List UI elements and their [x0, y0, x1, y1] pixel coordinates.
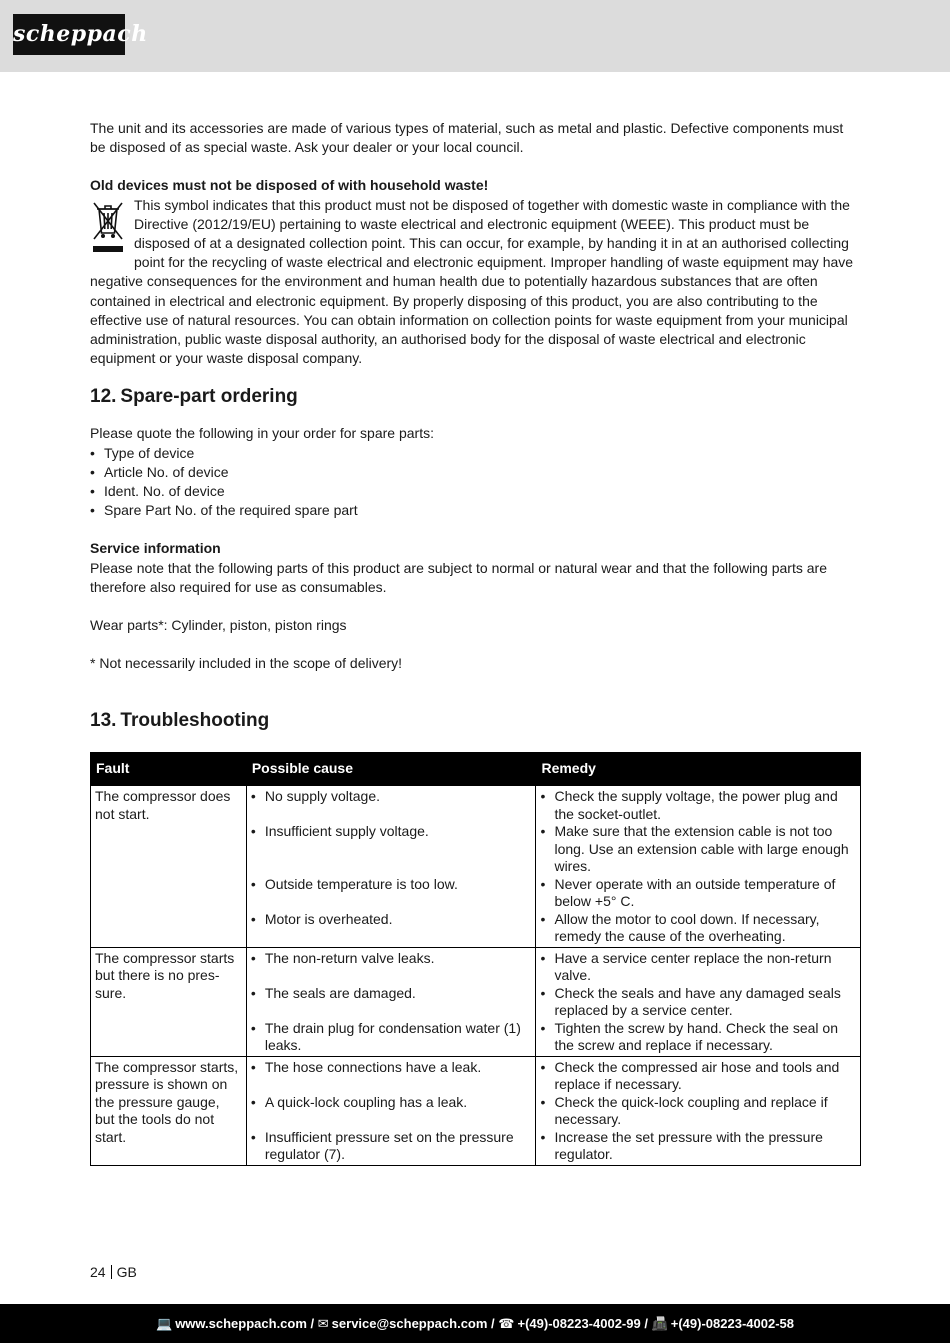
service-info-title: Service information — [90, 540, 221, 557]
spare-parts-list — [90, 444, 860, 521]
list-item: • Type of device — [90, 444, 860, 463]
remedy-item: • Check the quick-lock coupling and replace if necessary. — [540, 1094, 856, 1129]
disposal-warning-title: Old devices must not be disposed of with household waste! — [90, 177, 489, 194]
disposal-intro: The unit and its accessories are made of various types of material, such as metal and plastic. Defective components must be disposed of as special waste. Ask your dealer or your local council. — [90, 120, 844, 156]
remedy-item: • Have a service center replace the non-return valve. — [540, 950, 856, 985]
footer-email-link[interactable]: service@scheppach.com / — [331, 1316, 495, 1331]
footer-fax: +(49)-08223-4002-58 — [670, 1316, 794, 1331]
column-header-remedy: Remedy — [536, 753, 861, 786]
remedy-item: • Make sure that the extension cable is not too long. Use an extension cable with large enough wires. — [540, 823, 856, 876]
table-row — [91, 1056, 861, 1165]
list-item: • Ident. No. of device — [90, 482, 860, 501]
spare-parts-intro: Please quote the following in your order for spare parts: — [90, 425, 434, 442]
computer-icon: 💻 — [156, 1316, 173, 1331]
remedy-item: • Allow the motor to cool down. If necessary, remedy the cause of the overheating. — [540, 911, 856, 946]
page-number: 24 GB — [90, 1264, 137, 1280]
weee-text: This symbol indicates that this product must not be disposed of together with domestic waste in compliance with the Directive (2012/19/EU) pertaining to waste electrical and electronic equipment (WEEE). This product must be disposed of at a designated collection point. This can occur, for example, by handing it in at an authorised collecting point for the recycling of waste electrical and electronic equipment. Improper handling of waste equipment may have negative consequences for the environment and human health due to potentially hazardous substances that are often contained in electrical and electronic equipment. By properly disposing of this product, you are also contributing to the effective use of natural resources. You can obtain information on collection points for waste equipment from your municipal administration, public waste disposal authority, an authorised body for the disposal of waste electrical and electronic equipment or your waste disposal company. — [90, 196, 854, 367]
remedy-cell — [536, 786, 861, 948]
fault-cell: The compressor starts but there is no pres-sure. — [91, 947, 247, 1056]
phone-icon: ☎ — [498, 1316, 515, 1331]
cause-item: • The hose connections have a leak. — [251, 1059, 532, 1094]
weee-block — [90, 196, 860, 369]
cause-item: • Motor is overheated. — [251, 911, 532, 929]
remedy-item: • Check the compressed air hose and tools and replace if necessary. — [540, 1059, 856, 1094]
troubleshooting-table — [90, 752, 861, 1166]
remedy-item: • Never operate with an outside temperature of below +5° C. — [540, 876, 856, 911]
cause-item: • No supply voltage. — [251, 788, 532, 823]
fault-cell: The compressor does not start. — [91, 786, 247, 948]
cause-item: • Insufficient pressure set on the pressure regulator (7). — [251, 1129, 532, 1164]
section-13-heading: 13. Troubleshooting — [90, 710, 270, 731]
remedy-item: • Increase the set pressure with the pressure regulator. — [540, 1129, 856, 1164]
page-header — [0, 0, 950, 72]
section-12-heading: 12. Spare-part ordering — [90, 386, 298, 408]
cause-item: • The drain plug for condensation water (1) leaks. — [251, 1020, 532, 1055]
fax-icon: 📠 — [651, 1316, 668, 1331]
remedy-cell — [536, 1056, 861, 1165]
remedy-cell — [536, 947, 861, 1056]
delivery-footnote: * Not necessarily included in the scope of delivery! — [90, 655, 403, 672]
column-header-fault: Fault — [91, 753, 247, 786]
cause-item: • A quick-lock coupling has a leak. — [251, 1094, 532, 1129]
cause-item: • Outside temperature is too low. — [251, 876, 532, 911]
cause-item: • The seals are damaged. — [251, 985, 532, 1020]
footer-web-link[interactable]: www.scheppach.com / — [175, 1316, 315, 1331]
contact-footer — [0, 1304, 950, 1343]
remedy-item: • Tighten the screw by hand. Check the seal on the screw and replace if necessary. — [540, 1020, 856, 1055]
main-content — [90, 119, 860, 673]
fault-cell: The compressor starts, pressure is shown on the pressure gauge, but the tools do not start. — [91, 1056, 247, 1165]
cause-item: • Insufficient supply voltage. — [251, 823, 532, 876]
column-header-cause: Possible cause — [246, 753, 536, 786]
remedy-item: • Check the seals and have any damaged seals replaced by a service center. — [540, 985, 856, 1020]
page-separator — [111, 1265, 112, 1279]
list-item: • Article No. of device — [90, 463, 860, 482]
table-row — [91, 947, 861, 1056]
cause-item: • The non-return valve leaks. — [251, 950, 532, 985]
table-header-row — [91, 753, 861, 786]
remedy-item: • Check the supply voltage, the power plug and the socket-outlet. — [540, 788, 856, 823]
cause-cell — [246, 947, 536, 1056]
brand-logo: scheppach — [13, 14, 125, 55]
crossed-out-bin-icon — [90, 197, 126, 255]
footer-phone: +(49)-08223-4002-99 / — [517, 1316, 648, 1331]
envelope-icon: ✉ — [317, 1316, 329, 1331]
wear-parts: Wear parts*: Cylinder, piston, piston rings — [90, 617, 347, 634]
cause-cell — [246, 1056, 536, 1165]
cause-cell — [246, 786, 536, 948]
list-item: • Spare Part No. of the required spare part — [90, 501, 860, 520]
service-info-text: Please note that the following parts of this product are subject to normal or natural wear and that the following parts are therefore also required for use as consumables. — [90, 559, 827, 595]
table-row — [91, 786, 861, 948]
